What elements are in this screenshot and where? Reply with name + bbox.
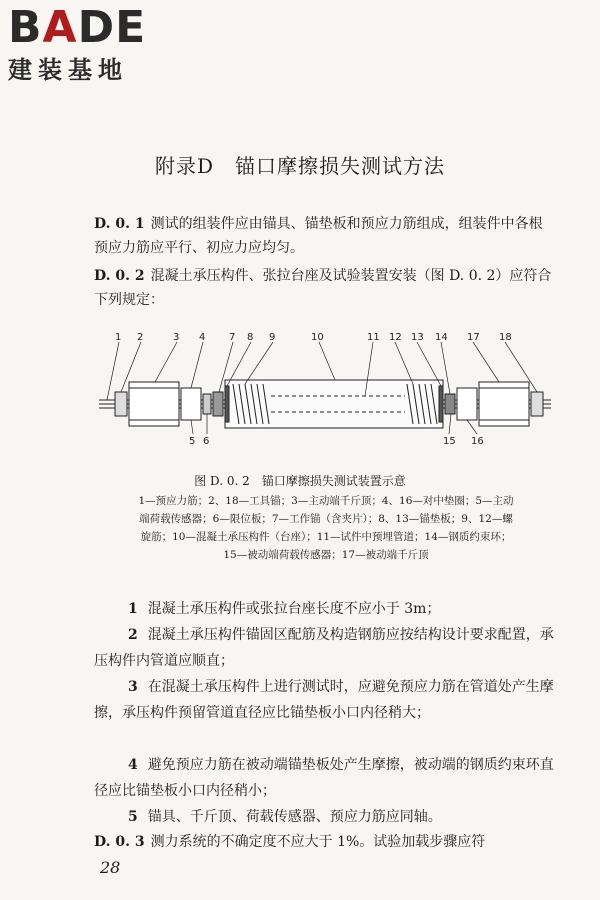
jack-right (479, 382, 529, 426)
label-11: 11 (367, 332, 380, 343)
label-7: 7 (229, 332, 236, 343)
work-anchor (213, 392, 223, 416)
item-number: 5 (128, 809, 138, 825)
item-text: 在混凝土承压构件上进行测试时，应避免预应力筋在管道处产生摩擦，承压构件预留管道直径应比锚垫板小口内径稍大； (94, 679, 554, 721)
list-item (94, 622, 556, 674)
label-4: 4 (199, 332, 206, 343)
item-number: 4 (128, 757, 138, 773)
clause-number: D. 0. 2 (94, 268, 145, 284)
label-2: 2 (137, 332, 144, 343)
clause-number: D. 0. 3 (94, 834, 145, 850)
label-14: 14 (435, 332, 448, 343)
clause-text: 混凝土承压构件、张拉台座及试验装置安装（图 D. 0. 2）应符合下列规定： (94, 268, 552, 308)
figure-legend-line: 旋筋；10—混凝土承压构件（台座）；11—试件中预埋管道；14—钢质约束环； (140, 531, 512, 543)
clause-text: 测力系统的不确定度不应大于 1%。试验加载步骤应符 (150, 834, 486, 850)
item-text: 混凝土承压构件或张拉台座长度不应小于 3m； (147, 601, 441, 617)
label-13: 13 (411, 332, 424, 343)
item-number: 2 (128, 627, 138, 643)
logo-wordmark: BADE (8, 2, 147, 53)
list-item (94, 752, 556, 804)
load-sensor-right (457, 388, 477, 420)
item-text: 锚具、千斤顶、荷载传感器、预应力筋应同轴。 (147, 809, 442, 825)
label-12: 12 (389, 332, 402, 343)
label-18: 18 (499, 332, 512, 343)
steel-ring (445, 394, 455, 414)
label-9: 9 (269, 332, 276, 343)
clause-d01 (94, 212, 556, 260)
list-item (94, 674, 556, 726)
item-text: 混凝土承压构件锚固区配筋及构造钢筋应按结构设计要求配置，承压构件内管道应顺直； (94, 627, 554, 669)
clause-d03 (94, 830, 556, 854)
page-number: 28 (100, 858, 121, 877)
tool-anchor-left (115, 392, 127, 416)
label-17: 17 (467, 332, 480, 343)
label-16: 16 (471, 436, 484, 447)
load-sensor-left (181, 388, 201, 420)
figure-legend-line: 1—预应力筋；2、18—工具锚；3—主动端千斤顶；4、16—对中垫圈；5—主动 (138, 495, 514, 507)
figure-legend-line: 端荷载传感器；6—限位板；7—工作锚（含夹片）；8、13—锚垫板；9、12—螺 (139, 513, 513, 525)
clause-d02 (94, 264, 556, 312)
tool-anchor-right (531, 392, 543, 416)
label-15: 15 (443, 436, 456, 447)
test-apparatus-diagram (95, 330, 555, 462)
label-1: 1 (115, 332, 122, 343)
appendix-title: 附录D 锚口摩擦损失测试方法 (154, 154, 446, 178)
logo-subtitle: 建装基地 (8, 56, 128, 84)
limit-plate (203, 394, 211, 414)
jack-left (129, 382, 179, 426)
label-10: 10 (311, 332, 324, 343)
item-number: 1 (128, 601, 138, 617)
label-8: 8 (247, 332, 254, 343)
label-6: 6 (203, 436, 210, 447)
brand-logo (8, 2, 147, 84)
figure-caption: 图 D. 0. 2 锚口摩擦损失测试装置示意 (194, 474, 406, 488)
list-item (94, 596, 556, 622)
label-5: 5 (189, 436, 196, 447)
item-text: 避免预应力筋在被动端锚垫板处产生摩擦，被动端的钢质约束环直径应比锚垫板小口内径稍小； (94, 757, 554, 799)
clause-number: D. 0. 1 (94, 216, 145, 232)
item-number: 3 (128, 679, 138, 695)
clause-text: 测试的组装件应由锚具、锚垫板和预应力筋组成，组装件中各根预应力筋应平行、初应力应均匀。 (94, 216, 543, 256)
figure-legend-line: 15—被动端荷载传感器；17—被动端千斤顶 (223, 549, 429, 561)
list-item (94, 804, 556, 830)
label-3: 3 (173, 332, 180, 343)
